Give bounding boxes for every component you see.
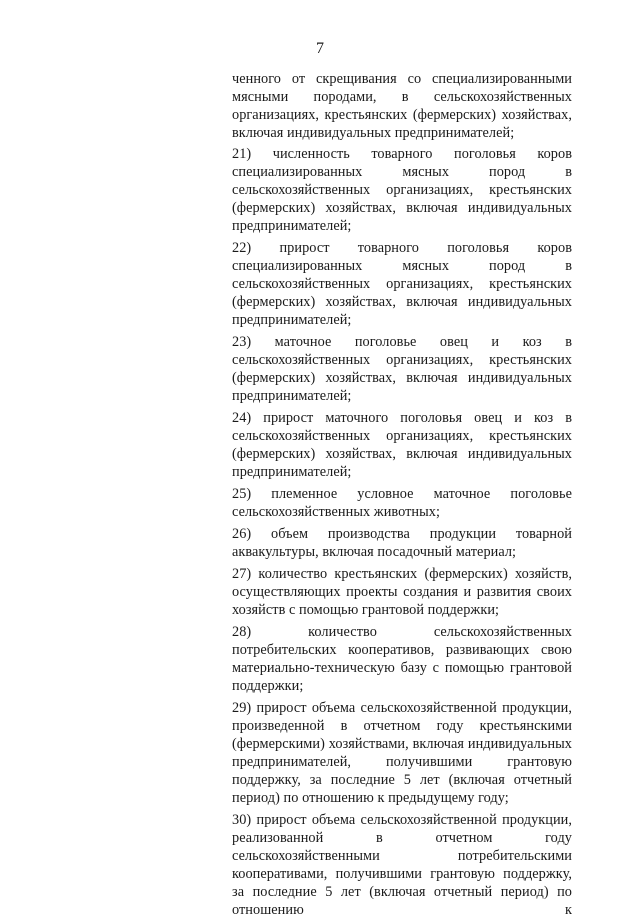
page-number: 7: [316, 40, 324, 57]
list-item-30: 30) прирост объема сельскохозяйственной продукции, реализованной в отчетном году сельскохозяйственными потребительскими кооперативами, получившими грантовую поддержку, за последние 5 лет (включая отчетный период) по отношению к: [232, 812, 572, 918]
list-item-23: 23) маточное поголовье овец и коз в сельскохозяйственных организациях, крестьянских (фермерских) хозяйствах, включая индивидуальных предпринимателей;: [232, 334, 572, 404]
paragraph-continuation: ченного от скрещивания со специализированными мясными породами, в сельскохозяйственных организациях, крестьянских (фермерских) хозяйствах, включая индивидуальных предпринимателей;: [232, 71, 572, 141]
list-item-22: 22) прирост товарного поголовья коров специализированных мясных пород в сельскохозяйственных организациях, крестьянских (фермерских) хозяйствах, включая индивидуальных предпринимателей;: [232, 240, 572, 328]
list-item-26: 26) объем производства продукции товарной аквакультуры, включая посадочный материал;: [232, 526, 572, 560]
list-item-27: 27) количество крестьянских (фермерских) хозяйств, осуществляющих проекты создания и развития своих хозяйств с помощью грантовой поддержки;: [232, 566, 572, 618]
list-item-28: 28) количество сельскохозяйственных потребительских кооперативов, развивающих свою материально-техническую базу с помощью грантовой поддержки;: [232, 624, 572, 694]
body-text: [232, 70, 572, 919]
list-item-25: 25) племенное условное маточное поголовье сельскохозяйственных животных;: [232, 486, 572, 520]
list-item-21: 21) численность товарного поголовья коров специализированных мясных пород в сельскохозяйственных организациях, крестьянских (фермерских) хозяйствах, включая индивидуальных предпринимателей;: [232, 146, 572, 234]
list-item-24: 24) прирост маточного поголовья овец и коз в сельскохозяйственных организациях, крестьянских (фермерских) хозяйствах, включая индивидуальных предпринимателей;: [232, 410, 572, 480]
list-item-29: 29) прирост объема сельскохозяйственной продукции, произведенной в отчетном году крестьянскими (фермерскими) хозяйствами, включая индивидуальных предпринимателей, получившими грантовую поддержку, за последние 5 лет (включая отчетный период) по отношению к предыдущему году;: [232, 700, 572, 806]
